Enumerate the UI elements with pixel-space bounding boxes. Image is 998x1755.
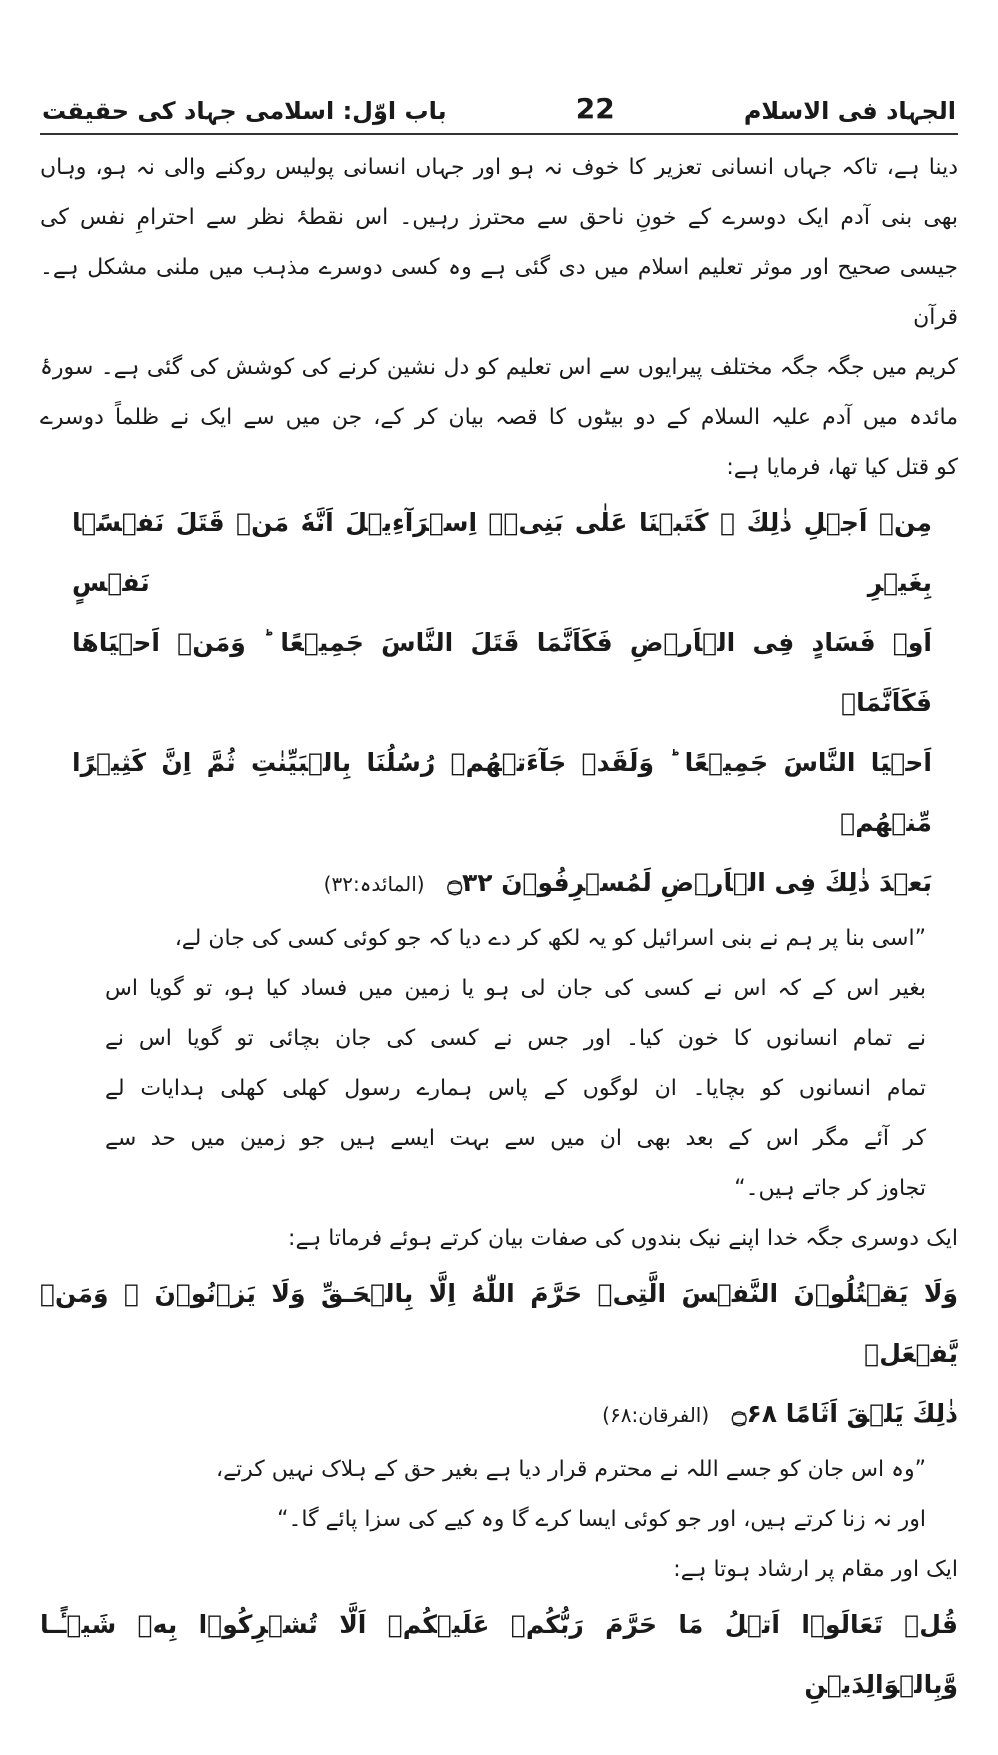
quran-verse-line: اَوۡ فَسَادٍ فِى الۡاَرۡضِ فَكَاَنَّمَا قَتَلَ النَّاسَ جَمِيۡعًا ؕ وَمَنۡ اَحۡيَاهَا فَكَاَنَّمَاۤ bbox=[72, 628, 932, 717]
translation-line: ”اسی بنا پر ہم نے بنی اسرائیل کو یہ لکھ کر دے دیا کہ جو کوئی کسی کی جان لے، bbox=[174, 926, 926, 951]
translation-line: تمام انسانوں کو بچایا۔ ان لوگوں کے پاس ہمارے رسول کھلی کھلی ہدایات لے bbox=[105, 1076, 926, 1101]
quran-verse-line bbox=[40, 853, 958, 914]
quran-verse-line: اَحۡيَا النَّاسَ جَمِيۡعًا ؕ وَلَقَدۡ جَآءَتۡهُمۡ رُسُلُنَا بِالۡبَيِّنٰتِ ثُمَّ اِنَّ كَثِيۡرًا مِّنۡهُمۡ bbox=[72, 748, 932, 837]
page-number: 22 bbox=[575, 92, 615, 125]
paragraph-line: ایک اور مقام پر ارشاد ہوتا ہے: bbox=[673, 1557, 958, 1582]
verse-text: بَعۡدَ ذٰلِكَ فِى الۡاَرۡضِ لَمُسۡرِفُوۡنَ ۝۳۲ bbox=[447, 868, 932, 897]
paragraph-line: ایک دوسری جگہ خدا اپنے نیک بندوں کی صفات بیان کرتے ہوئے فرماتا ہے: bbox=[288, 1226, 958, 1251]
running-header bbox=[40, 92, 958, 135]
translation-line: نے تمام انسانوں کا خون کیا۔ اور جس نے کسی کی جان بچائی تو گویا اس نے bbox=[105, 1026, 926, 1051]
verse-reference: (المائدہ:۳۲) bbox=[323, 872, 425, 896]
paragraph-line: دینا ہے، تاکہ جہاں انسانی تعزیر کا خوف نہ ہو اور جہاں انسانی پولیس روکنے والی نہ ہو، وہاں bbox=[40, 155, 958, 180]
paragraph-line: جیسی صحیح اور موثر تعلیم اسلام میں دی گئی ہے وہ کسی دوسرے مذہب میں ملنی مشکل ہے۔ قرآن bbox=[40, 255, 958, 330]
running-chapter-title: باب اوّل: اسلامی جہاد کی حقیقت bbox=[42, 97, 447, 125]
running-book-title: الجہاد فی الاسلام bbox=[743, 97, 956, 125]
verse-text: ذٰلِكَ يَلۡقَ اَثَامًا ۝۶۸ bbox=[731, 1399, 958, 1428]
paragraph-line: کریم میں جگہ جگہ مختلف پیرایوں سے اس تعلیم کو دل نشین کرنے کی کوشش کی گئی ہے۔ سورۂ bbox=[40, 355, 958, 380]
paragraph-line: بھی بنی آدم ایک دوسرے کے خونِ ناحق سے محترز رہیں۔ اس نقطۂ نظر سے احترامِ نفس کی bbox=[40, 205, 958, 230]
verse-reference: (الفرقان:۶۸) bbox=[602, 1403, 710, 1427]
translation-line: کر آئے مگر اس کے بعد بھی ان میں سے بہت ایسے ہیں جو زمین میں حد سے bbox=[105, 1126, 926, 1151]
quran-verse-line: قُلۡ تَعَالَوۡا اَتۡلُ مَا حَرَّمَ رَبُّكُمۡ عَلَيۡكُمۡ اَلَّا تُشۡرِكُوۡا بِهٖ شَيۡـًٔـا وَّبِالۡوَالِدَيۡنِ bbox=[40, 1610, 958, 1699]
paragraph-line: مائدہ میں آدم علیہ السلام کے دو بیٹوں کا قصہ بیان کر کے، جن میں سے ایک نے ظلماً دوسرے bbox=[40, 405, 958, 430]
quran-verse-line: وَلَا يَقۡتُلُوۡنَ النَّفۡسَ الَّتِىۡ حَرَّمَ اللّٰهُ اِلَّا بِالۡحَـقِّ وَلَا يَزۡنُوۡنَ ۚ وَمَنۡ يَّفۡعَلۡ bbox=[40, 1279, 958, 1368]
quran-verse-line: مِنۡ اَجۡلِ ذٰلِكَ ۚ كَتَبۡنَا عَلٰى بَنِىۡۤ اِسۡرَآءِيۡلَ اَنَّهٗ مَنۡ قَتَلَ نَفۡسًۢا بِغَيۡرِ نَفۡسٍ bbox=[72, 508, 932, 597]
paragraph-line: کو قتل کیا تھا، فرمایا ہے: bbox=[726, 455, 958, 480]
quran-verse-line bbox=[40, 1384, 958, 1445]
translation-line: تجاوز کر جاتے ہیں۔“ bbox=[734, 1176, 926, 1201]
translation-line: بغیر اس کے کہ اس نے کسی کی جان لی ہو یا زمین میں فساد کیا ہو، تو گویا اس bbox=[105, 976, 926, 1001]
translation-line: ”وہ اس جان کو جسے اللہ نے محترم قرار دیا ہے بغیر حق کے ہلاک نہیں کرتے، bbox=[215, 1457, 926, 1482]
translation-line: اور نہ زنا کرتے ہیں، اور جو کوئی ایسا کرے گا وہ کیے کی سزا پائے گا۔“ bbox=[277, 1507, 926, 1532]
